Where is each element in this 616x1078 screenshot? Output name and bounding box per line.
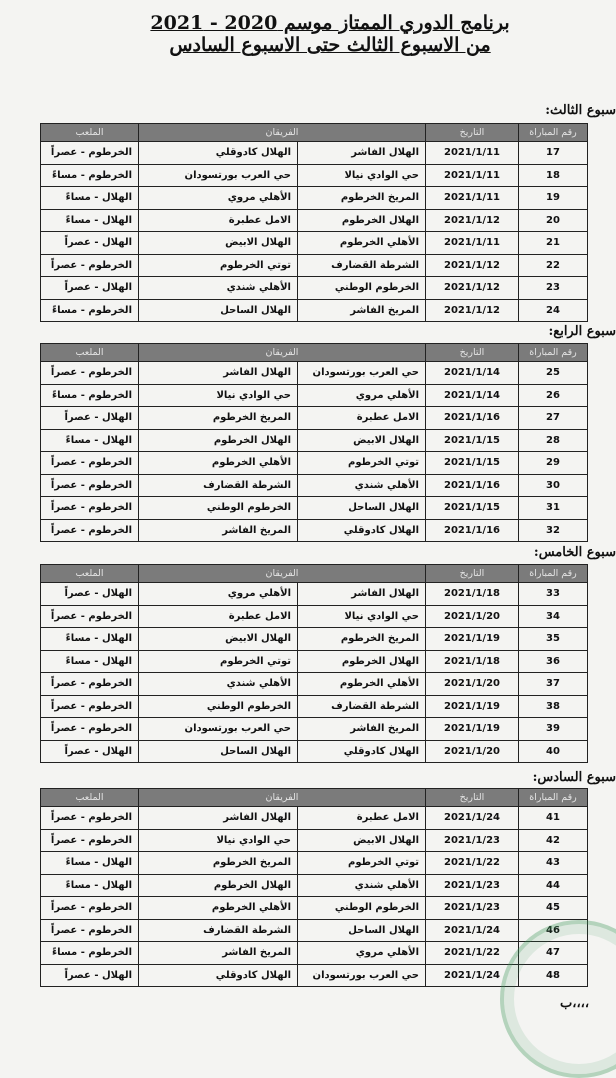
match-venue: الهلال - عصراً [41,964,139,987]
header-date: التاريخ [426,565,519,583]
team-1: الأهلي الخرطوم [298,673,426,696]
table-row [41,254,588,277]
team-1: الهلال الفاشر [298,583,426,606]
team-2: الهلال الابيض [139,628,298,651]
table-row [41,407,588,430]
match-date: 2021/1/22 [426,942,519,965]
match-venue: الخرطوم - عصراً [41,919,139,942]
match-number: 35 [519,628,588,651]
match-number: 29 [519,452,588,475]
team-2: المريخ الفاشر [139,942,298,965]
team-1: توتي الخرطوم [298,452,426,475]
match-date: 2021/1/12 [426,299,519,322]
team-1: الهلال الخرطوم [298,209,426,232]
match-venue: الخرطوم - عصراً [41,497,139,520]
team-2: الأهلي مروي [139,187,298,210]
team-1: المريخ الفاشر [298,718,426,741]
match-number: 18 [519,164,588,187]
header-teams: الفريقان [139,565,426,583]
match-date: 2021/1/19 [426,718,519,741]
team-2: الهلال الخرطوم [139,429,298,452]
week-3-title: سبوع الثالث: [545,103,616,118]
table-row [41,605,588,628]
match-date: 2021/1/16 [426,519,519,542]
match-number: 27 [519,407,588,430]
team-2: حي الوادي نيالا [139,829,298,852]
team-1: الهلال كادوقلي [298,519,426,542]
team-2: الأهلي الخرطوم [139,897,298,920]
match-number: 24 [519,299,588,322]
team-2: حي الوادي نيالا [139,384,298,407]
match-venue: الهلال - مساءً [41,429,139,452]
match-venue: الخرطوم - عصراً [41,807,139,830]
table-row [41,807,588,830]
table-header-row [41,789,588,807]
team-2: الشرطة القضارف [139,474,298,497]
match-number: 26 [519,384,588,407]
team-1: الهلال الابيض [298,829,426,852]
table-row [41,519,588,542]
match-venue: الخرطوم - مساءً [41,942,139,965]
match-date: 2021/1/16 [426,407,519,430]
match-date: 2021/1/24 [426,807,519,830]
week-5-table [40,564,588,763]
team-2: المريخ الخرطوم [139,852,298,875]
team-2: توتي الخرطوم [139,254,298,277]
team-2: الهلال الابيض [139,232,298,255]
match-number: 37 [519,673,588,696]
match-number: 31 [519,497,588,520]
match-date: 2021/1/15 [426,452,519,475]
match-number: 20 [519,209,588,232]
match-date: 2021/1/18 [426,583,519,606]
week-5-title: سبوع الخامس: [533,545,616,560]
match-number: 21 [519,232,588,255]
match-venue: الخرطوم - عصراً [41,718,139,741]
team-1: الهلال الخرطوم [298,650,426,673]
header-teams: الفريقان [139,344,426,362]
team-2: الخرطوم الوطني [139,695,298,718]
page-title [150,12,510,56]
table-row [41,740,588,763]
table-row [41,362,588,385]
table-row [41,919,588,942]
header-match-no: رقم المباراة [519,344,588,362]
team-1: الهلال الابيض [298,429,426,452]
team-2: الهلال الفاشر [139,807,298,830]
match-venue: الهلال - عصراً [41,407,139,430]
team-2: المريخ الفاشر [139,519,298,542]
match-venue: الخرطوم - عصراً [41,605,139,628]
team-1: حي العرب بورتسودان [298,964,426,987]
team-1: الأهلي مروي [298,384,426,407]
match-date: 2021/1/19 [426,695,519,718]
match-date: 2021/1/12 [426,209,519,232]
match-date: 2021/1/22 [426,852,519,875]
team-2: حي العرب بورتسودان [139,164,298,187]
match-date: 2021/1/23 [426,829,519,852]
match-number: 44 [519,874,588,897]
match-date: 2021/1/20 [426,605,519,628]
match-venue: الخرطوم - عصراً [41,474,139,497]
header-date: التاريخ [426,344,519,362]
header-venue: الملعب [41,789,139,807]
week-6-title: سبوع السادس: [532,770,616,785]
table-row [41,874,588,897]
match-number: 48 [519,964,588,987]
table-row [41,277,588,300]
match-venue: الهلال - مساءً [41,874,139,897]
match-date: 2021/1/11 [426,232,519,255]
match-number: 46 [519,919,588,942]
match-number: 28 [519,429,588,452]
team-1: الأهلي الخرطوم [298,232,426,255]
match-number: 30 [519,474,588,497]
match-number: 17 [519,142,588,165]
table-header-row [41,344,588,362]
match-venue: الهلال - عصراً [41,583,139,606]
table-row [41,429,588,452]
match-venue: الخرطوم - عصراً [41,142,139,165]
match-date: 2021/1/11 [426,187,519,210]
table-row [41,497,588,520]
team-1: الامل عطبرة [298,407,426,430]
team-2: الهلال كادوقلي [139,142,298,165]
match-number: 23 [519,277,588,300]
team-1: المريخ الخرطوم [298,187,426,210]
match-date: 2021/1/24 [426,964,519,987]
match-venue: الهلال - عصراً [41,232,139,255]
table-row [41,187,588,210]
match-date: 2021/1/23 [426,874,519,897]
team-2: الامل عطبرة [139,605,298,628]
table-row [41,650,588,673]
header-date: التاريخ [426,789,519,807]
table-row [41,142,588,165]
table-row [41,718,588,741]
team-2: الأهلي شندي [139,277,298,300]
match-date: 2021/1/24 [426,919,519,942]
match-number: 19 [519,187,588,210]
match-number: 40 [519,740,588,763]
match-date: 2021/1/23 [426,897,519,920]
team-2: الهلال الفاشر [139,362,298,385]
team-2: توتي الخرطوم [139,650,298,673]
match-number: 34 [519,605,588,628]
team-1: الهلال كادوقلي [298,740,426,763]
match-venue: الخرطوم - مساءً [41,299,139,322]
team-2: الشرطة القضارف [139,919,298,942]
match-date: 2021/1/11 [426,164,519,187]
table-row [41,628,588,651]
match-date: 2021/1/19 [426,628,519,651]
match-date: 2021/1/20 [426,673,519,696]
team-1: حي العرب بورتسودان [298,362,426,385]
team-1: الهلال الفاشر [298,142,426,165]
match-number: 32 [519,519,588,542]
match-venue: الخرطوم - عصراً [41,829,139,852]
match-venue: الهلال - مساءً [41,852,139,875]
match-date: 2021/1/11 [426,142,519,165]
team-1: توتي الخرطوم [298,852,426,875]
footer-mark: ب،،،، [560,996,590,1011]
team-2: المريخ الخرطوم [139,407,298,430]
team-2: الهلال الخرطوم [139,874,298,897]
header-teams: الفريقان [139,124,426,142]
team-1: المريخ الفاشر [298,299,426,322]
match-number: 38 [519,695,588,718]
header-date: التاريخ [426,124,519,142]
title-line-1: برنامج الدوري الممتاز موسم 2020 - 2021 [150,12,510,34]
match-venue: الهلال - مساءً [41,650,139,673]
week-3-table [40,123,588,322]
header-match-no: رقم المباراة [519,789,588,807]
match-date: 2021/1/20 [426,740,519,763]
table-row [41,852,588,875]
team-2: الأهلي شندي [139,673,298,696]
match-venue: الخرطوم - عصراً [41,452,139,475]
title-line-2: من الاسبوع الثالث حتى الاسبوع السادس [169,34,491,56]
team-1: الهلال الساحل [298,919,426,942]
table-row [41,942,588,965]
match-date: 2021/1/18 [426,650,519,673]
table-row [41,452,588,475]
team-1: حي الوادي نيالا [298,164,426,187]
header-match-no: رقم المباراة [519,565,588,583]
table-row [41,897,588,920]
team-2: الهلال الساحل [139,299,298,322]
match-venue: الهلال - عصراً [41,740,139,763]
match-number: 33 [519,583,588,606]
match-number: 47 [519,942,588,965]
match-venue: الخرطوم - عصراً [41,519,139,542]
team-1: الامل عطبرة [298,807,426,830]
team-1: الأهلي مروي [298,942,426,965]
match-number: 45 [519,897,588,920]
match-number: 22 [519,254,588,277]
table-header-row [41,124,588,142]
match-date: 2021/1/12 [426,254,519,277]
match-date: 2021/1/15 [426,497,519,520]
match-venue: الخرطوم - عصراً [41,695,139,718]
match-date: 2021/1/12 [426,277,519,300]
match-venue: الهلال - عصراً [41,277,139,300]
team-1: الخرطوم الوطني [298,897,426,920]
match-date: 2021/1/15 [426,429,519,452]
match-number: 25 [519,362,588,385]
team-1: المريخ الخرطوم [298,628,426,651]
match-date: 2021/1/14 [426,384,519,407]
match-number: 39 [519,718,588,741]
team-1: الأهلي شندي [298,874,426,897]
team-2: الأهلي الخرطوم [139,452,298,475]
match-number: 41 [519,807,588,830]
header-venue: الملعب [41,344,139,362]
team-2: الخرطوم الوطني [139,497,298,520]
team-1: الشرطة القضارف [298,254,426,277]
team-2: الهلال الساحل [139,740,298,763]
header-teams: الفريقان [139,789,426,807]
match-number: 36 [519,650,588,673]
match-number: 42 [519,829,588,852]
team-1: الشرطة القضارف [298,695,426,718]
table-row [41,583,588,606]
match-date: 2021/1/16 [426,474,519,497]
week-6-table [40,788,588,987]
table-row [41,232,588,255]
table-row [41,164,588,187]
match-venue: الخرطوم - عصراً [41,254,139,277]
match-number: 43 [519,852,588,875]
header-venue: الملعب [41,124,139,142]
table-header-row [41,565,588,583]
match-venue: الخرطوم - مساءً [41,164,139,187]
header-match-no: رقم المباراة [519,124,588,142]
week-4-table [40,343,588,542]
team-2: الهلال كادوقلي [139,964,298,987]
team-1: الأهلي شندي [298,474,426,497]
match-venue: الخرطوم - مساءً [41,384,139,407]
team-1: حي الوادي نيالا [298,605,426,628]
team-1: الهلال الساحل [298,497,426,520]
match-date: 2021/1/14 [426,362,519,385]
match-venue: الهلال - مساءً [41,209,139,232]
team-2: الأهلي مروي [139,583,298,606]
table-row [41,829,588,852]
team-2: حي العرب بورتسودان [139,718,298,741]
table-row [41,384,588,407]
week-4-title: سبوع الرابع: [548,324,616,339]
table-row [41,474,588,497]
team-2: الامل عطبرة [139,209,298,232]
team-1: الخرطوم الوطني [298,277,426,300]
match-venue: الخرطوم - عصراً [41,673,139,696]
table-row [41,673,588,696]
table-row [41,695,588,718]
table-row [41,299,588,322]
match-venue: الهلال - مساءً [41,628,139,651]
match-venue: الخرطوم - عصراً [41,362,139,385]
match-venue: الهلال - مساءً [41,187,139,210]
match-venue: الخرطوم - عصراً [41,897,139,920]
header-venue: الملعب [41,565,139,583]
table-row [41,209,588,232]
